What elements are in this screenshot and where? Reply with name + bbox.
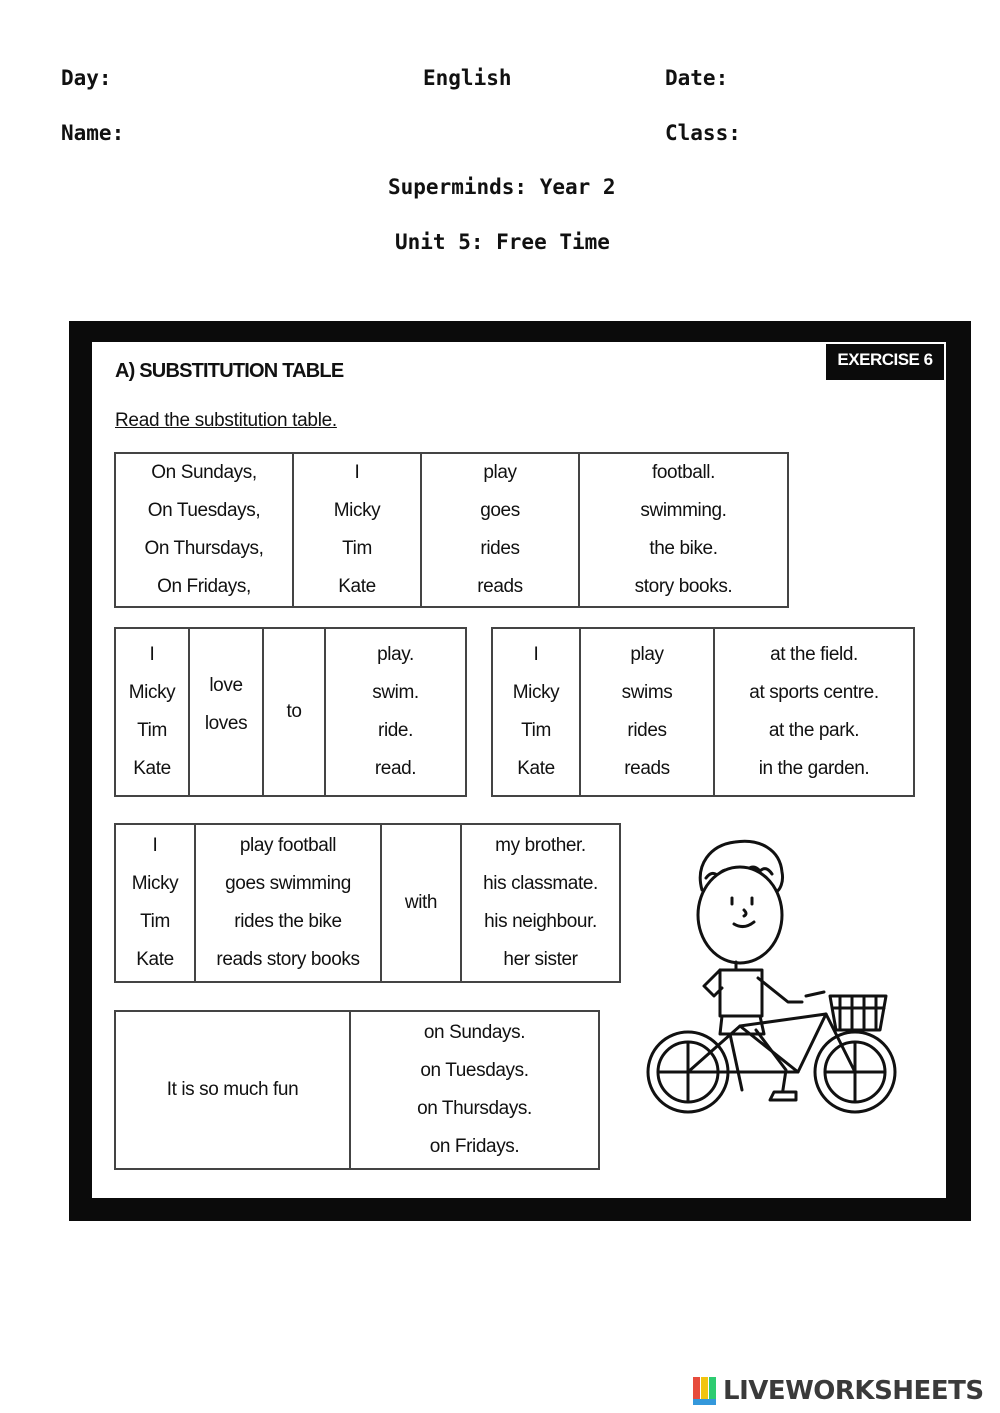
table5-col2 (350, 1011, 599, 1169)
table4-cell: goes swimming (225, 873, 351, 894)
table4-cell: with (404, 892, 438, 913)
table4-col1 (115, 824, 195, 982)
table3-cell: swims (621, 682, 673, 703)
table2-col2 (189, 628, 263, 796)
table1-cell: play (483, 462, 517, 483)
table2-cell: read. (374, 758, 417, 779)
table1-col1 (115, 453, 293, 607)
unit-title: Unit 5: Free Time (395, 230, 610, 254)
table1-col4 (579, 453, 788, 607)
table4-cell: rides the bike (234, 911, 342, 932)
table1-cell: I (354, 462, 360, 483)
table1-cell: swimming. (640, 500, 727, 521)
table4-col2 (195, 824, 381, 982)
logo-text: LIVEWORKSHEETS (723, 1376, 984, 1406)
name-label: Name: (61, 121, 125, 145)
table1-cell: rides (480, 538, 520, 559)
table3-col2 (580, 628, 714, 796)
substitution-table-3 (491, 627, 915, 797)
table4-cell: my brother. (495, 835, 586, 856)
table1-cell: Tim (342, 538, 372, 559)
liveworksheets-logo-icon (693, 1377, 721, 1407)
table3-cell: rides (627, 720, 667, 741)
table1-cell: Micky (333, 500, 381, 521)
table1-cell: the bike. (649, 538, 718, 559)
table1-col2 (293, 453, 421, 607)
table4-cell: Kate (136, 949, 174, 970)
instruction-text: Read the substitution table. (115, 410, 337, 431)
table1-cell: On Thursdays, (144, 538, 264, 559)
table4-cell: play football (239, 835, 337, 856)
table3-col3 (714, 628, 914, 796)
table1-cell: goes (480, 500, 520, 521)
table4-col4 (461, 824, 620, 982)
table1-cell: football. (652, 462, 715, 483)
table3-cell: Kate (517, 758, 555, 779)
liveworksheets-logo[interactable] (693, 1376, 993, 1408)
table1-col3 (421, 453, 579, 607)
table5-cell: on Fridays. (429, 1136, 520, 1157)
exercise-badge: EXERCISE 6 (826, 344, 944, 380)
table3-cell: Tim (521, 720, 551, 741)
table4-cell: reads story books (216, 949, 360, 970)
table4-cell: his neighbour. (484, 911, 597, 932)
table3-cell: at the park. (768, 720, 860, 741)
table5-cell: It is so much fun (166, 1079, 299, 1100)
table4-cell: I (152, 835, 158, 856)
table3-cell: at the field. (770, 644, 858, 665)
table2-col1 (115, 628, 189, 796)
table3-cell: play (630, 644, 664, 665)
substitution-table-2 (114, 627, 467, 797)
table1-cell: On Fridays, (157, 576, 251, 597)
table1-cell: story books. (634, 576, 733, 597)
table2-cell: ride. (378, 720, 413, 741)
table2-cell: to (286, 701, 302, 722)
table3-col1 (492, 628, 580, 796)
substitution-table-4 (114, 823, 621, 983)
substitution-table-1 (114, 452, 789, 608)
substitution-table-5 (114, 1010, 600, 1170)
table5-cell: on Tuesdays. (420, 1060, 529, 1081)
table4-cell: Micky (131, 873, 179, 894)
table4-cell: Tim (140, 911, 170, 932)
table1-cell: Kate (338, 576, 376, 597)
table3-cell: in the garden. (758, 758, 870, 779)
table4-cell: her sister (503, 949, 578, 970)
class-label: Class: (665, 121, 741, 145)
table5-cell: on Sundays. (423, 1022, 526, 1043)
section-title: A) SUBSTITUTION TABLE (115, 360, 344, 382)
table3-cell: reads (624, 758, 670, 779)
boy-riding-bicycle-icon (640, 820, 910, 1120)
day-label: Day: (61, 66, 112, 90)
table3-cell: Micky (512, 682, 560, 703)
table5-cell: on Thursdays. (417, 1098, 532, 1119)
table1-cell: On Tuesdays, (147, 500, 261, 521)
table2-cell: Kate (133, 758, 171, 779)
table2-col4 (325, 628, 466, 796)
table2-cell: loves (204, 713, 248, 734)
table5-col1 (115, 1011, 350, 1169)
table2-cell: swim. (372, 682, 419, 703)
table2-cell: Tim (137, 720, 167, 741)
table2-col3 (263, 628, 325, 796)
table3-cell: at sports centre. (749, 682, 879, 703)
table1-cell: reads (477, 576, 523, 597)
table1-cell: On Sundays, (151, 462, 257, 483)
book-title: Superminds: Year 2 (388, 175, 616, 199)
subject-label: English (423, 66, 512, 90)
table3-cell: I (533, 644, 539, 665)
table4-col3 (381, 824, 461, 982)
table2-cell: love (209, 675, 243, 696)
table4-cell: his classmate. (483, 873, 598, 894)
table2-cell: I (149, 644, 155, 665)
date-label: Date: (665, 66, 729, 90)
table2-cell: play. (377, 644, 414, 665)
table2-cell: Micky (128, 682, 176, 703)
